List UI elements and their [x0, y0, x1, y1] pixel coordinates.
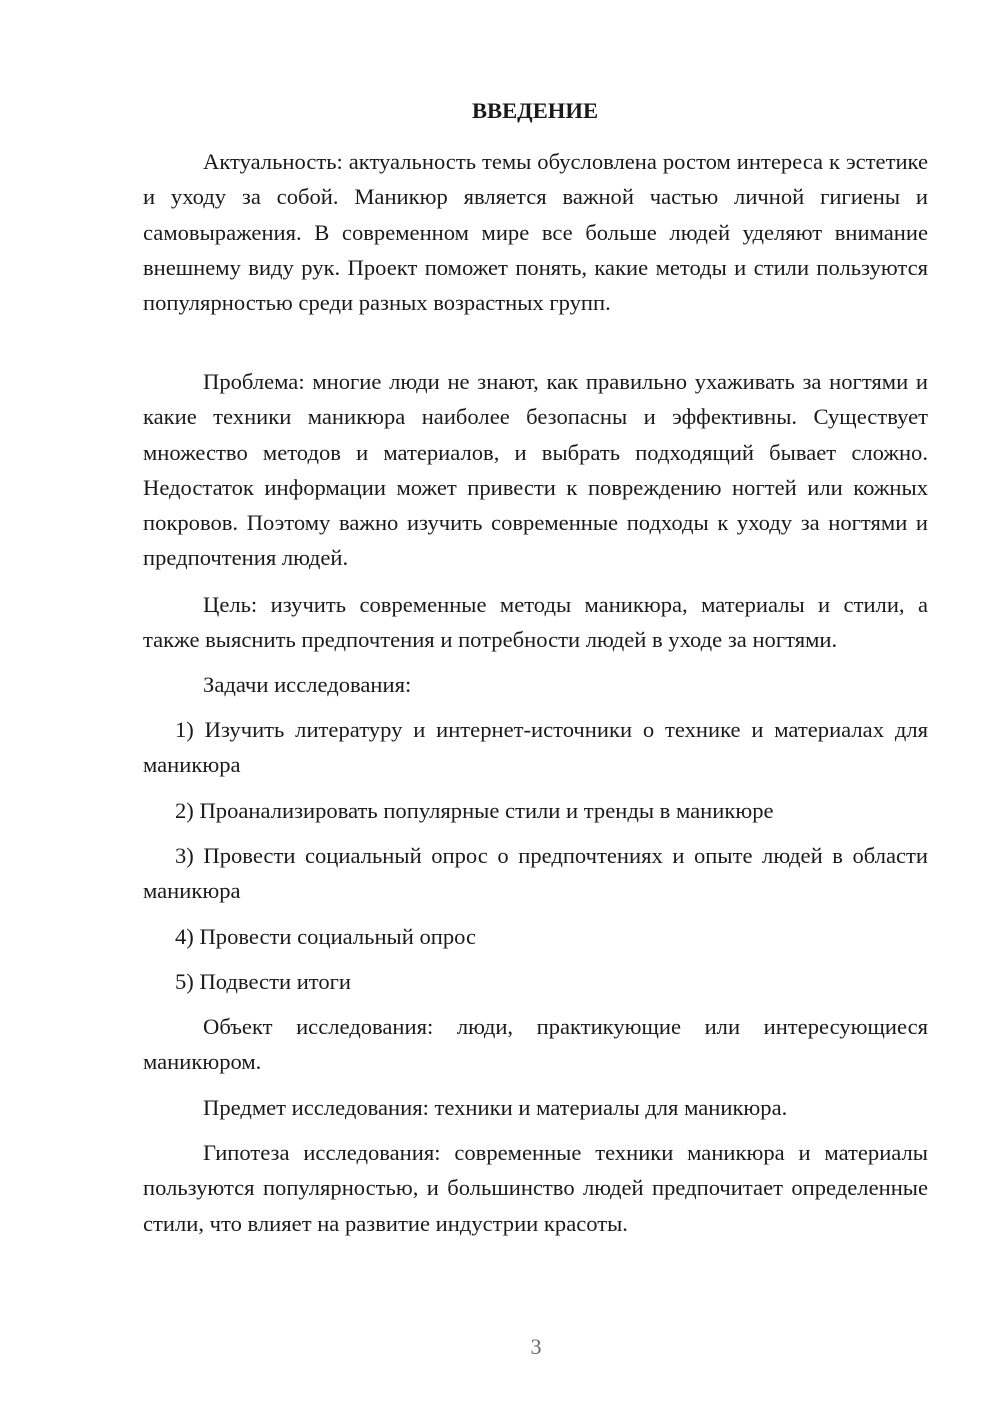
paragraph-hypothesis: Гипотеза исследования: современные техники маникюра и материалы пользуются популярностью, и большинство людей предпочитает определенные стили, что влияет на развитие индустрии красоты.	[143, 1140, 928, 1236]
task-item-4: 4) Провести социальный опрос	[175, 924, 477, 949]
paragraph-relevance: Актуальность: актуальность темы обусловлена ростом интереса к эстетике и уходу за собой. Маникюр является важной частью личной гигиены и самовыражения. В современном мире все больше людей уделяют внимание внешнему виду рук. Проект поможет понять, какие методы и стили пользуются популярностью среди разных возрастных групп.	[143, 149, 928, 316]
page-heading: ВВЕДЕНИЕ	[471, 98, 599, 123]
paragraph-subject: Предмет исследования: техники и материалы для маникюра.	[203, 1095, 788, 1120]
paragraph-problem: Проблема: многие люди не знают, как правильно ухаживать за ногтями и какие техники маникюра наиболее безопасны и эффективны. Существует множество методов и материалов, и выбрать подходящий бывает сложно. Недостаток информации может привести к повреждению ногтей или кожных покровов. Поэтому важно изучить современные подходы к уходу за ногтями и предпочтения людей.	[143, 369, 928, 571]
paragraph-goal: Цель: изучить современные методы маникюра, материалы и стили, а также выяснить предпочтения и потребности людей в уходе за ногтями.	[143, 592, 928, 653]
task-item-3: 3) Провести социальный опрос о предпочтениях и опыте людей в области маникюра	[143, 843, 928, 904]
task-item-1: 1) Изучить литературу и интернет-источники о технике и материалах для маникюра	[143, 717, 928, 778]
page-number: 3	[530, 1334, 542, 1359]
task-item-2: 2) Проанализировать популярные стили и тренды в маникюре	[175, 798, 774, 823]
paragraph-tasks-heading: Задачи исследования:	[203, 672, 412, 697]
task-item-5: 5) Подвести итоги	[175, 969, 352, 994]
paragraph-object: Объект исследования: люди, практикующие или интересующиеся маникюром.	[143, 1014, 928, 1075]
